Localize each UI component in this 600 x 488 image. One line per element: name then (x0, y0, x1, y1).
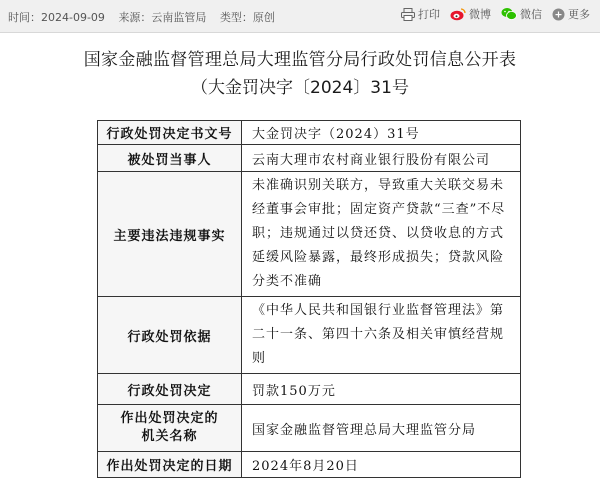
row-value-authority: 国家金融监督管理总局大理监管分局 (242, 405, 521, 452)
table-row (98, 297, 521, 374)
row-value-legal-basis: 《中华人民共和国银行业监督管理法》第二十一条、第四十六条及相关审慎经营规则 (242, 297, 521, 374)
wechat-icon (501, 7, 517, 21)
table-row (98, 172, 521, 297)
article-meta (8, 9, 285, 25)
more-label: 更多 (568, 8, 590, 21)
page-title: 国家金融监督管理总局大理监管分局行政处罚信息公开表 (83, 50, 517, 70)
share-toolbar (391, 6, 590, 22)
row-label-violation-facts: 主要违法违规事实 (98, 172, 242, 297)
print-label: 打印 (418, 8, 440, 21)
publish-time: 时间：2024-09-09 (8, 11, 105, 24)
print-button[interactable] (401, 6, 440, 22)
weibo-icon (450, 7, 466, 21)
weibo-share-button[interactable] (450, 6, 491, 22)
table-row (98, 374, 521, 405)
row-value-decision-date: 2024年8月20日 (242, 452, 521, 478)
row-value-penalty-decision: 罚款150万元 (242, 374, 521, 405)
row-label-authority-line2: 机关名称 (141, 429, 198, 444)
more-share-button[interactable] (552, 6, 590, 22)
weibo-label: 微博 (469, 8, 491, 21)
row-label-authority (98, 405, 242, 452)
printer-icon (401, 8, 415, 21)
row-label-penalized-party: 被处罚当事人 (98, 145, 242, 172)
row-label-document-number: 行政处罚决定书文号 (98, 121, 242, 145)
plus-icon (552, 8, 565, 21)
article-meta-bar (0, 0, 600, 33)
table-row (98, 405, 521, 452)
row-value-penalized-party: 云南大理市农村商业银行股份有限公司 (242, 145, 521, 172)
row-label-legal-basis: 行政处罚依据 (98, 297, 242, 374)
table-row (98, 145, 521, 172)
row-label-decision-date: 作出处罚决定的日期 (98, 452, 242, 478)
wechat-share-button[interactable] (501, 6, 542, 22)
table-row (98, 121, 521, 145)
article-source: 来源：云南监管局 (118, 11, 207, 24)
penalty-info-table (97, 120, 521, 478)
row-label-authority-line1: 作出处罚决定的 (120, 411, 219, 426)
table-row (98, 452, 521, 478)
wechat-label: 微信 (520, 8, 542, 21)
article-type: 类型：原创 (219, 11, 275, 24)
page-title-block (0, 48, 600, 100)
page-subtitle: （大金罚决字〔2024〕31号 (191, 78, 409, 98)
row-value-violation-facts: 未准确识别关联方，导致重大关联交易未经董事会审批；固定资产贷款“三查”不尽职；违规通过以贷还贷、以贷收息的方式延缓风险暴露，最终形成损失；贷款风险分类不准确 (242, 172, 521, 297)
row-label-penalty-decision: 行政处罚决定 (98, 374, 242, 405)
row-value-document-number: 大金罚决字（2024）31号 (242, 121, 521, 145)
